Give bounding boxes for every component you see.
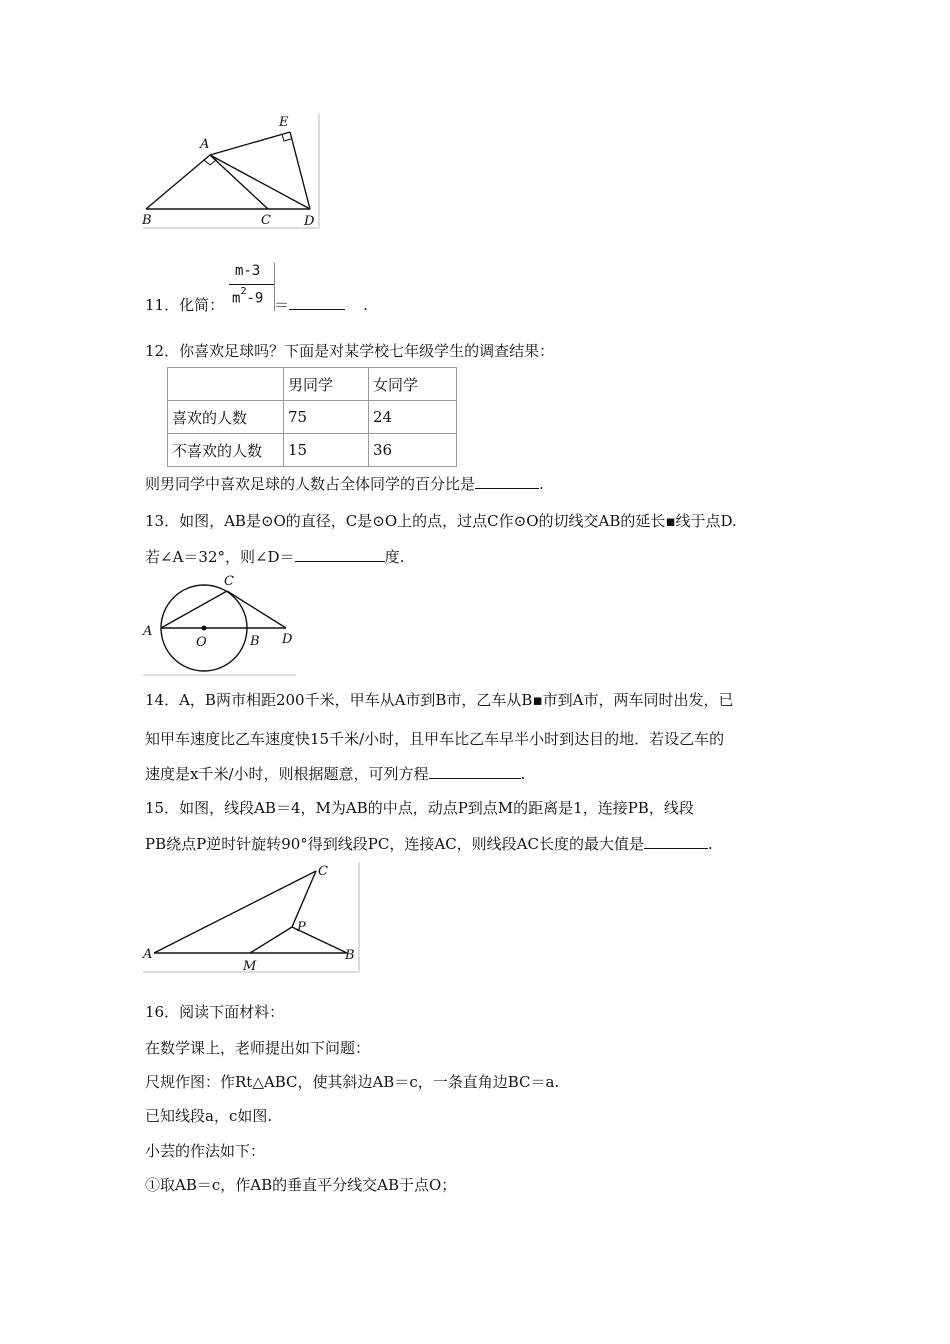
label-a: A: [143, 947, 153, 962]
segment-ba: [146, 155, 210, 209]
table-cell: 75: [284, 401, 369, 434]
label-p: P: [297, 920, 306, 935]
denominator-rest: -9: [246, 290, 264, 307]
table-cell: 15: [284, 434, 369, 467]
fraction-numerator: m-3: [235, 263, 261, 279]
q13-line2-text: 若∠A＝32°，则∠D＝: [145, 548, 295, 566]
label-b: B: [250, 634, 260, 649]
table-cell: 不喜欢的人数: [168, 434, 284, 467]
label-m: M: [243, 959, 257, 974]
segment-ed: [290, 132, 310, 209]
label-e: E: [279, 115, 289, 130]
right-angle-mark-e: [282, 134, 291, 141]
q14-line3-text: 速度是x千米/小时，则根据题意，可列方程: [145, 765, 429, 783]
segment-ac: [161, 591, 227, 628]
table-header-row: [168, 368, 457, 401]
q12-answer-blank[interactable]: [475, 474, 539, 489]
q16-line: 尺规作图：作Rt△ABC，使其斜边AB＝c，一条直角边BC＝a.: [145, 1073, 560, 1091]
label-c: C: [224, 574, 234, 589]
label-d: D: [304, 214, 315, 229]
label-a: A: [200, 137, 210, 152]
q14-line2: 知甲车速度比乙车速度快15千米/小时，且甲车比乙车早半小时到达目的地．若设乙车的: [145, 730, 725, 748]
denominator-base: m: [232, 290, 241, 307]
survey-table: [167, 367, 457, 467]
q15-line2-text: PB绕点P逆时针旋转90°得到线段PC，连接AC，则线段AC长度的最大值是: [145, 835, 644, 853]
q15-line2-end: .: [708, 835, 713, 853]
label-b: B: [345, 948, 355, 963]
table-row: [168, 401, 457, 434]
fraction-bar: [229, 284, 275, 285]
q14-line1: 14．A，B两市相距200千米，甲车从A市到B市，乙车从B▪市到A市，两车同时出发，已: [145, 691, 734, 709]
q11-equals: ＝: [274, 296, 290, 314]
table-cell: 36: [369, 434, 457, 467]
question-11: [145, 295, 368, 315]
denominator-exponent: 2: [240, 286, 247, 297]
q12-end: .: [539, 475, 544, 493]
table-cell: 喜欢的人数: [168, 401, 284, 434]
q15-line1: 15．如图，线段AB＝4，M为AB的中点，动点P到点M的距离是1，连接PB，线段: [145, 799, 694, 817]
q14-line3-end: .: [520, 765, 526, 783]
figure-rotation: [140, 860, 365, 976]
q14-line3: [145, 764, 525, 784]
q13-answer-blank[interactable]: [295, 547, 385, 562]
q16-line: 小芸的作法如下：: [145, 1142, 266, 1160]
label-d: D: [282, 632, 293, 647]
label-a: A: [143, 624, 153, 639]
q15-line2: [145, 834, 713, 854]
table-cell: 24: [369, 401, 457, 434]
q16-line: 16．阅读下面材料：: [145, 1003, 285, 1021]
q16-line: ①取AB＝c，作AB的垂直平分线交AB于点O；: [145, 1176, 457, 1194]
q12-question-text: 则男同学中喜欢足球的人数占全体同学的百分比是: [145, 475, 476, 493]
label-o: O: [196, 635, 207, 650]
label-c: C: [261, 213, 271, 228]
q13-line2-end: 度.: [384, 548, 405, 566]
figure-circle: [140, 572, 300, 678]
label-b: B: [142, 213, 152, 228]
center-point: [202, 626, 207, 631]
question-12: 12．你喜欢足球吗？下面是对某学校七年级学生的调查结果：: [145, 342, 555, 360]
q13-line1: 13．如图，AB是⊙O的直径，C是⊙O上的点，过点C作⊙O的切线交AB的延长▪线于点D.: [145, 512, 737, 530]
label-c: C: [318, 864, 328, 879]
q14-answer-blank[interactable]: [429, 764, 521, 779]
segment-ae: [210, 132, 290, 155]
q16-line: 在数学课上，老师提出如下问题：: [145, 1039, 371, 1057]
table-header-cell: 女同学: [369, 368, 457, 401]
figure-triangles: [140, 110, 325, 232]
segment-ac: [154, 871, 316, 953]
segment-pc: [292, 871, 316, 927]
table-header-cell: [168, 368, 284, 401]
q11-answer-blank[interactable]: [289, 295, 345, 310]
q12-question: [145, 474, 544, 494]
table-header-cell: 男同学: [284, 368, 369, 401]
segment-mp: [250, 927, 292, 953]
table-row: [168, 434, 457, 467]
q11-prefix: 11．化简：: [145, 296, 225, 314]
tangent-cd: [227, 591, 286, 628]
q13-line2: [145, 547, 404, 567]
q16-line: 已知线段a，c如图.: [145, 1107, 273, 1125]
q15-answer-blank[interactable]: [644, 834, 708, 849]
q11-end: .: [363, 296, 368, 314]
